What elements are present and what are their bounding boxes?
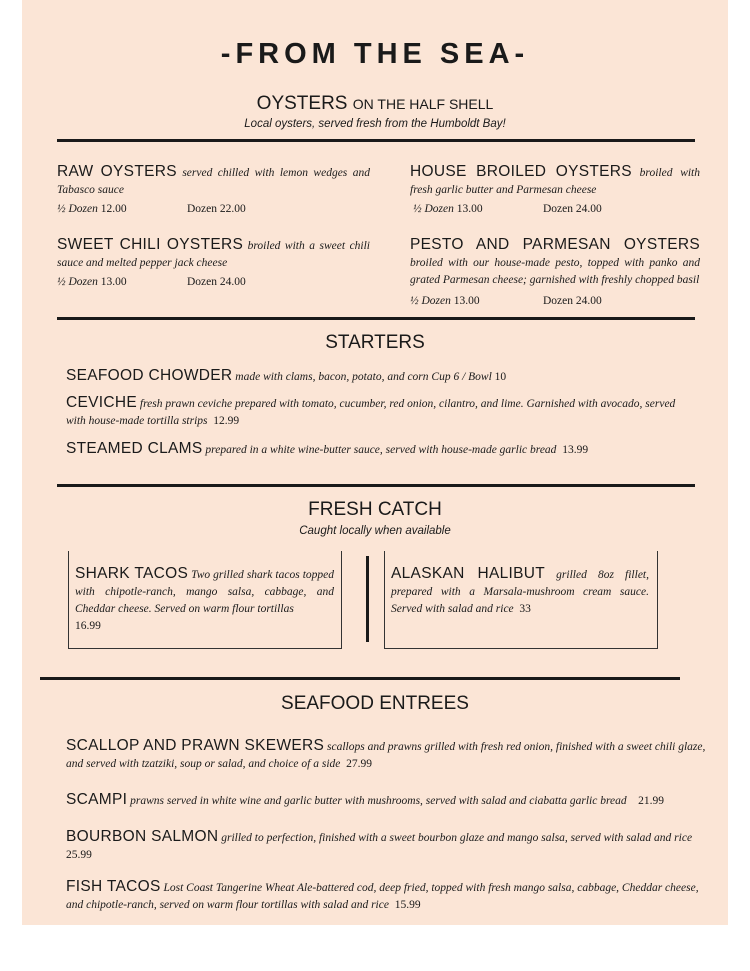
oysters-heading-main: OYSTERS	[256, 93, 348, 114]
item-desc: prepared in a white wine-butter sauce, served with house-made garlic bread	[205, 444, 557, 456]
item-desc: broiled with our house-made pesto, topped with panko and grated Parmesan cheese; garnished with freshly chopped basil	[410, 257, 700, 286]
half-dozen-price: 13.00	[100, 276, 127, 288]
dozen-price: 24.00	[575, 203, 602, 215]
item-desc: grilled to perfection, finished with a sweet bourbon glaze and mango salsa, served with salad and rice	[221, 832, 693, 844]
divider	[57, 139, 695, 142]
dozen-label: Dozen	[187, 203, 218, 215]
fresh-catch-box	[68, 551, 342, 649]
dozen-label: Dozen	[543, 203, 574, 215]
item-desc: served chilled with lemon wedges and Tabasco sauce	[57, 167, 370, 196]
half-dozen-price: 13.00	[456, 203, 483, 215]
oysters-subtitle: Local oysters, served fresh from the Humboldt Bay!	[244, 118, 506, 130]
fresh-catch-box	[384, 551, 658, 649]
item-name: BOURBON SALMON	[66, 828, 219, 845]
fresh-catch-subtitle: Caught locally when available	[299, 525, 451, 537]
entree-item	[66, 737, 706, 773]
divider	[57, 484, 695, 487]
starter-item	[66, 440, 696, 459]
item-price: 16.99	[75, 620, 101, 632]
item-name: STEAMED CLAMS	[66, 440, 203, 457]
starter-item	[66, 367, 696, 386]
entrees-heading: SEAFOOD ENTREES	[281, 693, 469, 714]
entree-item	[66, 828, 706, 864]
starters-list	[66, 367, 696, 459]
oyster-item-sweet-chili	[57, 236, 370, 288]
divider	[57, 317, 695, 320]
dozen-price: 24.00	[219, 276, 246, 288]
half-dozen-price: 13.00	[453, 295, 480, 307]
oysters-heading	[0, 93, 750, 115]
oyster-item-house-broiled	[410, 163, 700, 215]
item-desc: broiled with a sweet chili sauce and melted pepper jack cheese	[57, 240, 371, 269]
entree-item	[66, 878, 706, 914]
menu-title: -FROM THE SEA-	[220, 38, 530, 70]
dozen-label: Dozen	[543, 295, 574, 307]
item-name: CEVICHE	[66, 394, 138, 411]
item-desc: Lost Coast Tangerine Wheat Ale-battered cod, deep fried, topped with fresh mango salsa, cabbage, Cheddar cheese, and chipotle-ranch, served on warm flour tortillas with salad and rice	[66, 882, 699, 911]
starters-heading: STARTERS	[325, 332, 425, 353]
item-name: ALASKAN HALIBUT	[391, 565, 546, 582]
item-name: SCAMPI	[66, 791, 128, 808]
oysters-heading-rest: ON THE HALF SHELL	[352, 96, 494, 112]
item-name: PESTO AND PARMESAN OYSTERS	[410, 236, 700, 253]
entree-item	[66, 791, 706, 810]
starter-item	[66, 394, 696, 430]
half-dozen-price: 12.00	[100, 203, 127, 215]
half-dozen-label: ½ Dozen	[57, 203, 98, 215]
item-price: 10	[494, 371, 507, 383]
half-dozen-label: ½ Dozen	[57, 276, 98, 288]
dozen-label: Dozen	[187, 276, 218, 288]
oyster-item-pesto-parmesan	[410, 236, 700, 307]
item-price: 15.99	[394, 899, 421, 911]
half-dozen-label: ½ Dozen	[413, 203, 454, 215]
item-name: SWEET CHILI OYSTERS	[57, 236, 244, 253]
item-name: RAW OYSTERS	[57, 163, 177, 180]
oyster-item-raw	[57, 163, 370, 215]
item-name: SEAFOOD CHOWDER	[66, 367, 233, 384]
item-name: FISH TACOS	[66, 878, 161, 895]
half-dozen-label: ½ Dozen	[410, 295, 451, 307]
dozen-price: 24.00	[575, 295, 602, 307]
item-name: SCALLOP AND PRAWN SKEWERS	[66, 737, 325, 754]
vertical-divider	[366, 556, 369, 642]
dozen-price: 22.00	[219, 203, 246, 215]
divider	[40, 677, 680, 680]
item-price: 27.99	[346, 758, 373, 770]
item-desc: scallops and prawns grilled with fresh red onion, finished with a sweet chili glaze, and served with tzatziki, soup or salad, and choice of a side	[66, 741, 706, 770]
item-desc: prawns served in white wine and garlic butter with mushrooms, served with salad and ciabatta garlic bread	[130, 795, 627, 807]
item-desc: made with clams, bacon, potato, and corn Cup 6 / Bowl	[235, 371, 492, 383]
item-price: 33	[519, 603, 531, 615]
fresh-catch-heading: FRESH CATCH	[308, 499, 442, 520]
item-desc: Two grilled shark tacos topped with chipotle-ranch, mango salsa, cabbage, and Cheddar cheese. Served on warm flour tortillas	[75, 569, 334, 615]
item-name: SHARK TACOS	[75, 565, 189, 582]
item-desc: fresh prawn ceviche prepared with tomato, cucumber, red onion, cilantro, and lime. Garnished with avocado, served with house-made tortilla strips	[66, 398, 676, 427]
entrees-list	[66, 737, 706, 914]
item-name: HOUSE BROILED OYSTERS	[410, 163, 632, 180]
item-desc: grilled 8oz fillet, prepared with a Marsala-mushroom cream sauce. Served with salad and rice	[391, 569, 649, 615]
item-price: 12.99	[213, 415, 240, 427]
item-price: 13.99	[562, 444, 589, 456]
item-price: 21.99	[638, 795, 664, 807]
item-price: 25.99	[66, 849, 92, 861]
item-desc: broiled with fresh garlic butter and Parmesan cheese	[410, 167, 701, 196]
